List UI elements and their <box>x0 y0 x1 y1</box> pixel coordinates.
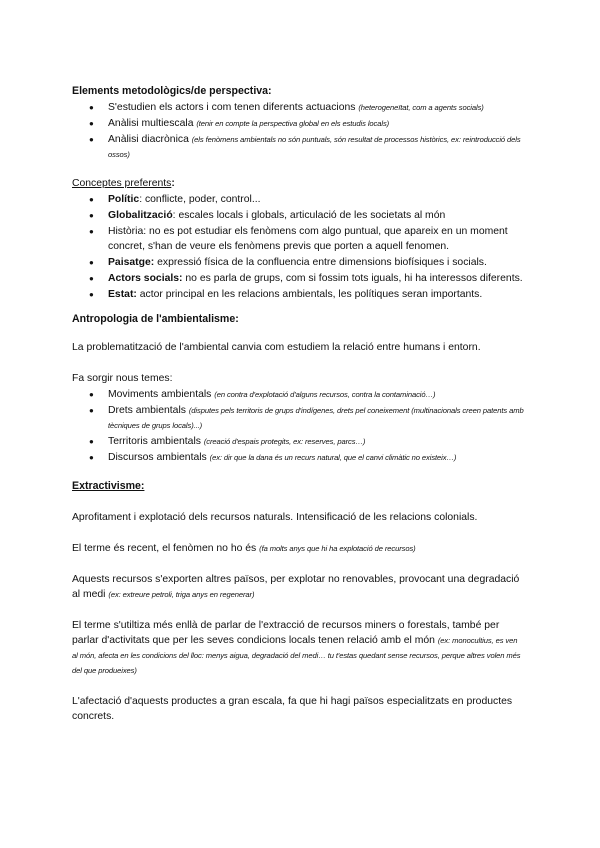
themes-list <box>72 387 524 465</box>
methodological-list <box>72 100 524 162</box>
bullet-icon: ● <box>89 103 94 112</box>
list-item: ● Anàlisi diacrònica (els fenòmens ambientals no són puntuals, són resultat de processos històrics, ex: reintroducció dels ossos) <box>89 134 521 159</box>
list-item: ● Anàlisi multiescala (tenir en compte la perspectiva global en els estudis locals) <box>89 118 390 129</box>
paragraph: L'afectació d'aquests productes a gran escala, fa que hi hagi països especialitzats en productes concrets. <box>72 696 513 722</box>
list-item: ● Paisatge: expressió física de la confluencia entre dimensions biofísiques i socials. <box>89 257 487 268</box>
bullet-icon: ● <box>89 135 94 144</box>
bullet-icon: ● <box>89 211 94 220</box>
bullet-icon: ● <box>89 406 94 415</box>
bullet-icon: ● <box>89 119 94 128</box>
list-item: ● Drets ambientals (disputes pels territoris de grups d'indígenes, drets pel coneixement (multinacionals creen patents amb tècniques de grups locals)...) <box>89 405 524 430</box>
list-item: ● Globalització: escales locals i globals, articulació de les societats al món <box>89 210 446 221</box>
bullet-icon: ● <box>89 195 94 204</box>
document-page <box>72 84 524 724</box>
paragraph: Aquests recursos s'exporten altres països, per explotar no renovables, provocant una degradació al medi (ex: extreure petroli, triga anys en regenerar) <box>72 574 520 600</box>
list-item: ● Polític: conflicte, poder, control... <box>89 194 261 205</box>
list-item: ● Discursos ambientals (ex: dir que la dana és un recurs natural, que el canvi climàtic no existeix…) <box>89 452 457 463</box>
paragraph: Aprofitament i explotació dels recursos naturals. Intensificació de les relacions colonials. <box>72 512 478 523</box>
list-item: ● Història: no es pot estudiar els fenòmens com algo puntual, que apareix en un moment concret, s'han de veure els fenòmens previs que porten a aquell fenomen. <box>89 226 508 252</box>
bullet-icon: ● <box>89 258 94 267</box>
section-heading-methodological: Elements metodològics/de perspectiva: <box>72 85 272 97</box>
section-heading-concepts: Conceptes preferents: <box>72 178 175 189</box>
bullet-icon: ● <box>89 453 94 462</box>
list-item: ● Estat: actor principal en les relacions ambientals, les polítiques seran importants. <box>89 289 483 300</box>
bullet-icon: ● <box>89 437 94 446</box>
list-item: ● Moviments ambientals (en contra d'explotació d'alguns recursos, contra la contaminació…) <box>89 389 436 400</box>
bullet-icon: ● <box>89 274 94 283</box>
concepts-list <box>72 192 524 302</box>
list-item: ● Actors socials: no es parla de grups, com si fossim tots iguals, hi ha interessos diferents. <box>89 273 523 284</box>
paragraph: El terme s'utiltiza més enllà de parlar de l'extracció de recursos miners o forestals, també per parlar d'activitats que per les seves condicions locals tenen relació amb el món (ex: monocultius, es ven al món, afecta en les condicions del lloc: menys aigua, degradació del medi… tu t'estas quedant sense recursos, perque altres volen més del que produeixes) <box>72 620 521 675</box>
paragraph: Fa sorgir nous temes: <box>72 373 173 384</box>
list-item: ● S'estudien els actors i com tenen diferents actuacions (heterogeneïtat, com a agents socials) <box>89 102 484 113</box>
paragraph: La problematització de l'ambiental canvia com estudiem la relació entre humans i entorn. <box>72 342 481 353</box>
paragraph: El terme és recent, el fenòmen no ho és (fa molts anys que hi ha explotació de recursos) <box>72 543 416 554</box>
section-heading-extractivism: Extractivisme: <box>72 480 145 492</box>
bullet-icon: ● <box>89 290 94 299</box>
bullet-icon: ● <box>89 227 94 236</box>
bullet-icon: ● <box>89 390 94 399</box>
list-item: ● Territoris ambientals (creació d'espais protegits, ex: reserves, parcs…) <box>89 436 366 447</box>
section-heading-anthropology: Antropologia de l'ambientalisme: <box>72 313 239 325</box>
